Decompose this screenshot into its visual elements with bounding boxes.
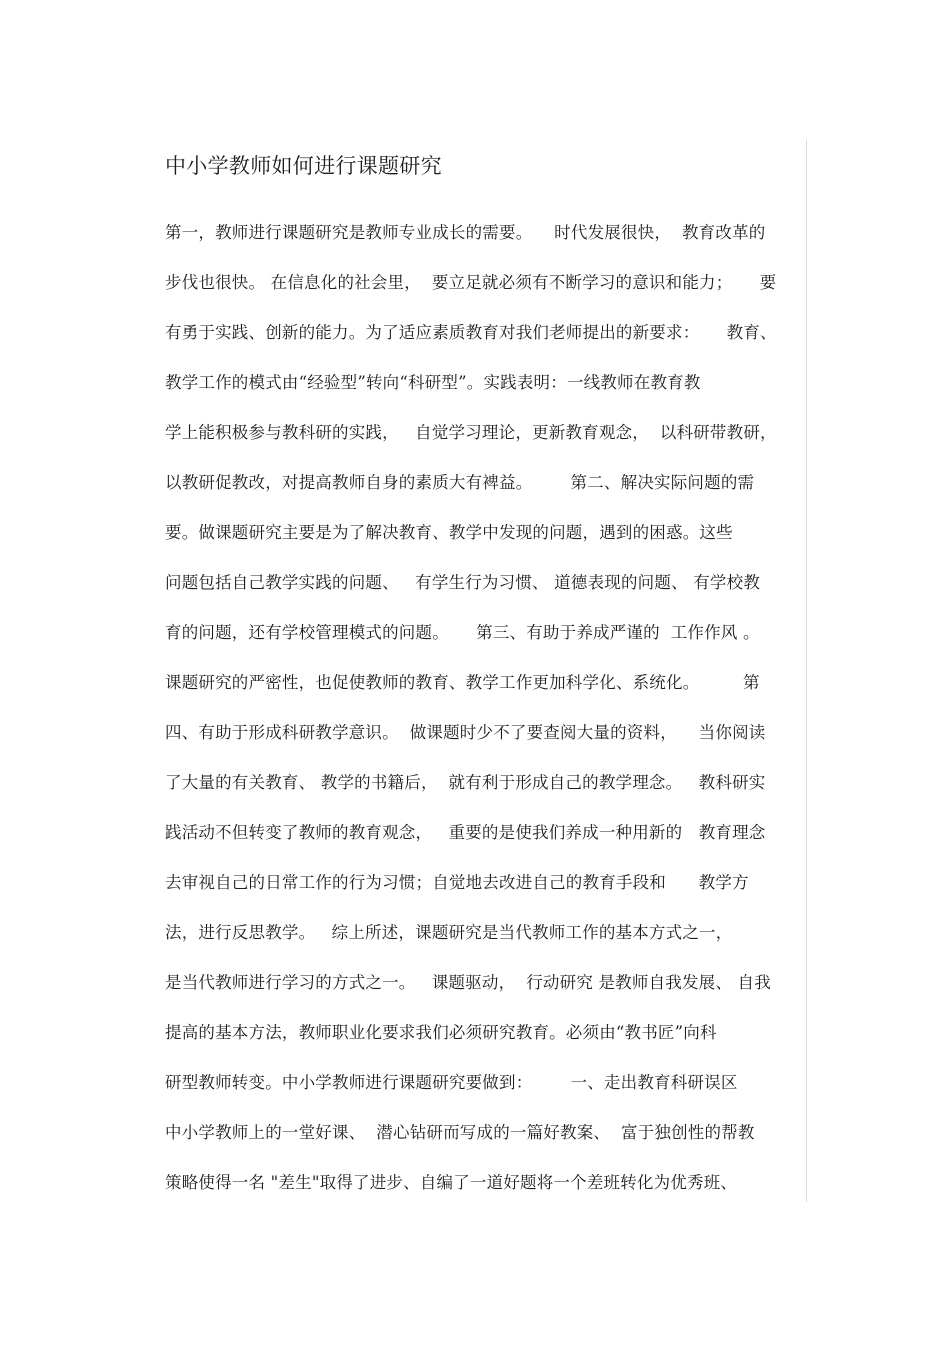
body-line-7: 要。做课题研究主要是为了解决教育、教学中发现的问题，遇到的困惑。这些 [165, 523, 733, 542]
body-line-15: 法，进行反思教学。 综上所述，课题研究是当代教师工作的基本方式之一， [165, 923, 733, 942]
body-line-19: 中小学教师上的一堂好课、 潜心钻研而写成的一篇好教案、 富于独创性的帮教 [165, 1123, 755, 1142]
body-line-5: 学上能积极参与教科研的实践， 自觉学习理论，更新教育观念， 以科研带教研， [165, 423, 777, 442]
body-line-1: 第一，教师进行课题研究是教师专业成长的需要。 时代发展很快， 教育改革的 [165, 223, 766, 242]
body-line-12: 了大量的有关教育、 教学的书籍后， 就有利于形成自己的教学理念。 教科研实 [165, 773, 766, 792]
body-line-17: 提高的基本方法，教师职业化要求我们必须研究教育。必须由“教书匠”向科 [165, 1023, 717, 1042]
body-line-18: 研型教师转变。中小学教师进行课题研究要做到： 一、走出教育科研误区 [165, 1073, 738, 1092]
document-title: 中小学教师如何进行课题研究 [165, 154, 442, 178]
body-line-2: 步伐也很快。 在信息化的社会里， 要立足就必须有不断学习的意识和能力； 要 [165, 273, 777, 292]
body-line-8: 问题包括自己教学实践的问题、 有学生行为习惯、 道德表现的问题、 有学校教 [165, 573, 761, 592]
body-line-13: 践活动不但转变了教师的教育观念， 重要的是使我们养成一种用新的 教育理念 [165, 823, 766, 842]
body-line-14: 去审视自己的日常工作的行为习惯；自觉地去改进自己的教育手段和 教学方 [165, 873, 749, 892]
body-line-20: 策略使得一名 "差生"取得了进步、自编了一道好题将一个差班转化为优秀班、 [165, 1173, 738, 1192]
body-line-4: 教学工作的模式由“经验型”转向“科研型”。实践表明：一线教师在教育教 [165, 373, 701, 392]
body-line-10: 课题研究的严密性，也促使教师的教育、教学工作更加科学化、系统化。 第 [165, 673, 760, 692]
page-edge-rule [806, 140, 807, 1202]
body-line-6: 以教研促教改，对提高教师自身的素质大有裨益。 第二、解决实际问题的需 [165, 473, 755, 492]
body-line-11: 四、有助于形成科研教学意识。 做课题时少不了要查阅大量的资料， 当你阅读 [165, 723, 766, 742]
body-line-9: 育的问题，还有学校管理模式的问题。 第三、有助于养成严谨的 工作作风 。 [165, 623, 760, 642]
body-line-16: 是当代教师进行学习的方式之一。 课题驱动， 行动研究 是教师自我发展、 自我 [165, 973, 771, 992]
body-line-3: 有勇于实践、创新的能力。为了适应素质教育对我们老师提出的新要求： 教育、 [165, 323, 777, 342]
